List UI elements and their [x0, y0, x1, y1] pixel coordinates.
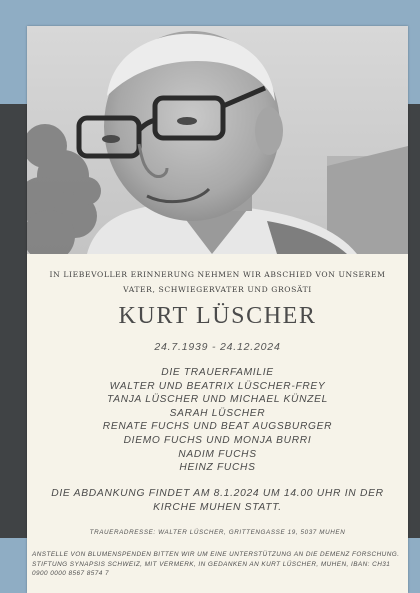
deceased-name: KURT LÜSCHER [118, 303, 317, 329]
portrait-illustration [27, 26, 408, 254]
family-member: TANJA LÜSCHER UND MICHAEL KÜNZEL [107, 394, 328, 406]
mourning-address: TRAUERADRESSE: WALTER LÜSCHER, GRITTENGASSE 19, 5037 MUHEN [89, 529, 346, 536]
obituary-card [27, 26, 408, 593]
intro-line-1: IN LIEBEVOLLER ERINNERUNG NEHMEN WIR ABSCHIED VON UNSEREM [49, 270, 386, 279]
family-heading: DIE TRAUERFAMILIE [161, 367, 274, 378]
ceremony-notice: DIE ABDANKUNG FINDET AM 8.1.2024 UM 14.00 UHR IN DER KIRCHE MUHEN STATT. [51, 488, 384, 513]
family-member: RENATE FUCHS UND BEAT AUGSBURGER [102, 421, 333, 433]
family-member: SARAH LÜSCHER [169, 407, 266, 419]
intro-text [37, 267, 398, 297]
intro-line-2: VATER, SCHWIEGERVATER UND GROSÄTI [123, 285, 312, 294]
mourning-family-list [27, 366, 408, 475]
donation-notice: ANSTELLE VON BLUMENSPENDEN BITTEN WIR UM EINE UNTERSTÜTZUNG AN DIE DEMENZ FORSCHUNG. STIFTUNG SYNAPSIS SCHWEIZ, MIT VERMERK, IN GEDANKEN AN KURT LÜSCHER, MUHEN, IBAN: CH31 0900 0000 8567 8574 7 [32, 551, 400, 578]
portrait-photo [27, 26, 408, 254]
family-member: WALTER UND BEATRIX LÜSCHER-FREY [109, 380, 326, 392]
family-member: HEINZ FUCHS [179, 462, 256, 474]
life-dates: 24.7.1939 - 24.12.2024 [154, 341, 281, 353]
family-member: DIEMO FUCHS UND MONJA BURRI [123, 434, 312, 446]
family-member: NADIM FUCHS [178, 448, 257, 460]
